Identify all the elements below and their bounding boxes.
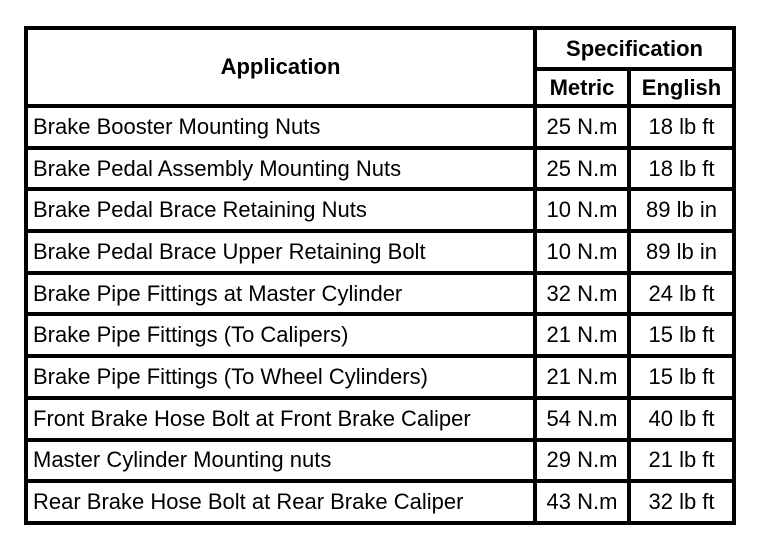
- english-cell: 18 lb ft: [629, 148, 734, 190]
- english-header: English: [629, 69, 734, 106]
- english-cell: 32 lb ft: [629, 481, 734, 523]
- application-cell: Brake Booster Mounting Nuts: [26, 106, 535, 148]
- metric-cell: 21 N.m: [535, 314, 629, 356]
- metric-cell: 32 N.m: [535, 273, 629, 315]
- table-row: [26, 148, 734, 190]
- application-cell: Brake Pipe Fittings at Master Cylinder: [26, 273, 535, 315]
- english-cell: 15 lb ft: [629, 314, 734, 356]
- specification-header: Specification: [535, 28, 734, 69]
- application-cell: Brake Pipe Fittings (To Wheel Cylinders): [26, 356, 535, 398]
- metric-cell: 25 N.m: [535, 148, 629, 190]
- metric-cell: 54 N.m: [535, 398, 629, 440]
- application-cell: Rear Brake Hose Bolt at Rear Brake Caliper: [26, 481, 535, 523]
- fastener-spec-table: [24, 26, 736, 525]
- metric-cell: 29 N.m: [535, 440, 629, 482]
- metric-cell: 10 N.m: [535, 189, 629, 231]
- english-cell: 89 lb in: [629, 189, 734, 231]
- table-row: [26, 440, 734, 482]
- application-cell: Master Cylinder Mounting nuts: [26, 440, 535, 482]
- metric-cell: 21 N.m: [535, 356, 629, 398]
- table-row: [26, 314, 734, 356]
- english-cell: 40 lb ft: [629, 398, 734, 440]
- english-cell: 24 lb ft: [629, 273, 734, 315]
- header-row-top: [26, 28, 734, 69]
- metric-cell: 10 N.m: [535, 231, 629, 273]
- table-row: [26, 273, 734, 315]
- english-cell: 15 lb ft: [629, 356, 734, 398]
- metric-cell: 25 N.m: [535, 106, 629, 148]
- application-cell: Brake Pedal Brace Retaining Nuts: [26, 189, 535, 231]
- english-cell: 18 lb ft: [629, 106, 734, 148]
- table-row: [26, 231, 734, 273]
- english-cell: 89 lb in: [629, 231, 734, 273]
- english-cell: 21 lb ft: [629, 440, 734, 482]
- table-row: [26, 189, 734, 231]
- table-row: [26, 398, 734, 440]
- application-cell: Brake Pedal Assembly Mounting Nuts: [26, 148, 535, 190]
- metric-cell: 43 N.m: [535, 481, 629, 523]
- application-cell: Front Brake Hose Bolt at Front Brake Caliper: [26, 398, 535, 440]
- application-cell: Brake Pipe Fittings (To Calipers): [26, 314, 535, 356]
- table-row: [26, 106, 734, 148]
- table-row: [26, 356, 734, 398]
- metric-header: Metric: [535, 69, 629, 106]
- application-header: Application: [26, 28, 535, 106]
- application-cell: Brake Pedal Brace Upper Retaining Bolt: [26, 231, 535, 273]
- table-row: [26, 481, 734, 523]
